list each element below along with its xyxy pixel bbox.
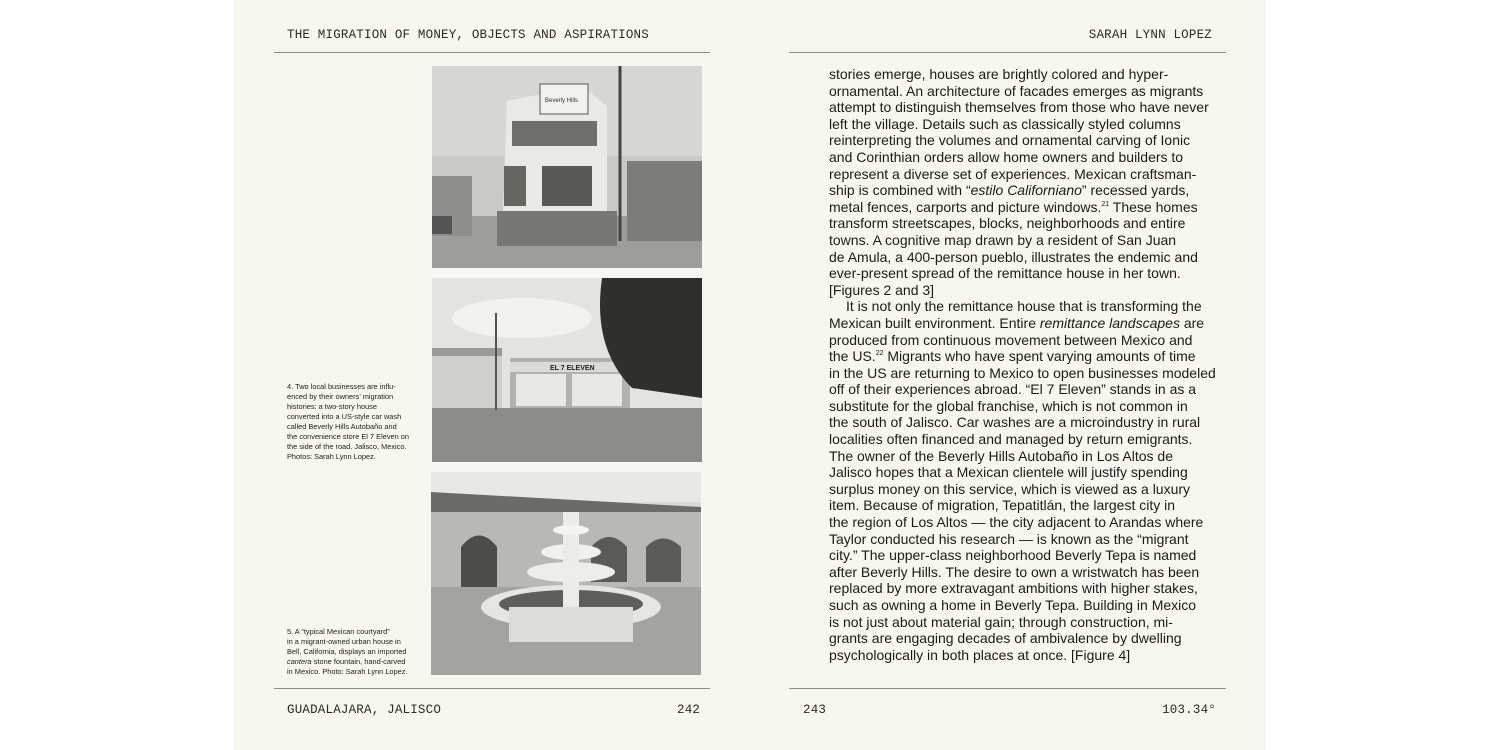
paragraph-2-part-a: It is not only the remittance house that is transforming the Mexican built environment. Entire [829,298,1202,331]
paragraph-1-part-c: These homes transform streetscapes, blocks, neighborhoods and entire towns. A cognitive map drawn by a resident of San Juan de Amula, a 400-person pueblo, illustrates the endemic and ever-present spread of the remittance house in her town. [Figures 2 and 3] [829,198,1198,298]
paragraph-1 [829,66,1221,298]
body-text [829,66,1221,663]
paragraph-1-part-b: ” recessed yards, metal fences, carports and picture windows. [829,182,1190,215]
paragraph-2-italic: remittance landscapes [1039,314,1180,331]
car-wash-sign: Beverly Hills [545,98,579,104]
right-footer-coordinate: 103.34° [1162,703,1216,717]
caption-figure-4 [287,382,423,462]
paragraph-1-part-a: stories emerge, houses are brightly colored and hyper- ornamental. An architecture of facades emerges as migrants attempt to distinguish themselves from those who have never left the village. Details such as classically styled columns reinterpreting the volumes and ornamental carving of Ionic and Corinthian orders allow home owners and builders to represent a diverse set of experiences. Mexican craftsman- ship is combined with “ [829,66,1209,199]
photo-el-7-eleven [432,278,702,462]
paragraph-1-italic: estilo Californiano [970,182,1082,199]
right-page-number: 243 [803,703,827,717]
left-page-number: 242 [677,703,701,717]
footnote-ref-22[interactable]: 22 [875,350,884,358]
caption-figure-5-text-b: stone fountain, hand-carved in Mexico. Photo: Sarah Lynn Lopez. [287,657,408,676]
left-footer-rule [274,688,710,689]
photo-car-wash-house [432,66,702,268]
left-header-rule [274,52,710,53]
paragraph-2 [829,298,1221,663]
photo-courtyard-fountain [431,472,701,675]
right-header-rule [789,52,1226,53]
caption-figure-5 [287,627,423,677]
caption-figure-5-italic: cantera [287,657,312,666]
right-running-head: SARAH LYNN LOPEZ [1088,28,1212,42]
caption-figure-4-text: 4. Two local businesses are influ- enced by their owners’ migration histories: a two-story house converted into a US-style car wash called Beverly Hills Autobaño and the convenience store El 7 Eleven on the side of the road. Jalisco, Mexico. Photos: Sarah Lynn Lopez. [287,382,410,461]
left-footer-location: GUADALAJARA, JALISCO [287,703,442,717]
caption-figure-5-text-a: 5. A “typical Mexican courtyard” in a migrant-owned urban house in Bell, California, displays an imported [287,627,407,656]
left-running-head: THE MIGRATION OF MONEY, OBJECTS AND ASPIRATIONS [287,28,649,42]
right-footer-rule [789,688,1226,689]
paragraph-2-part-b: are produced from continuous movement between Mexico and the US. [829,314,1205,365]
paragraph-2-part-c: Migrants who have spent varying amounts of time in the US are returning to Mexico to open businesses modeled off of their experiences abroad. “El 7 Eleven” stands in as a substitute for the global franchise, which is not common in the south of Jalisco. Car washes are a microindustry in rural localities often financed and managed by return emigrants. The owner of the Beverly Hills Autobaño in Los Altos de Jalisco hopes that a Mexican clientele will justify spending surplus money on this service, which is viewed as a luxury item. Because of migration, Tepatitlán, the largest city in the region of Los Altos — the city adjacent to Arandas where Taylor conducted his research — is known as the “migrant city.” The upper-class neighborhood Beverly Tepa is named after Beverly Hills. The desire to own a wristwatch has been replaced by more extravagant ambitions with higher stakes, such as owning a home in Beverly Tepa. Building in Mexico is not just about material gain; through construction, mi- grants are engaging decades of ambivalence by dwelling psychologically in both places at once. [Figure 4] [829,348,1216,663]
store-sign: EL 7 ELEVEN [550,365,595,372]
footnote-ref-21[interactable]: 21 [1101,200,1110,208]
